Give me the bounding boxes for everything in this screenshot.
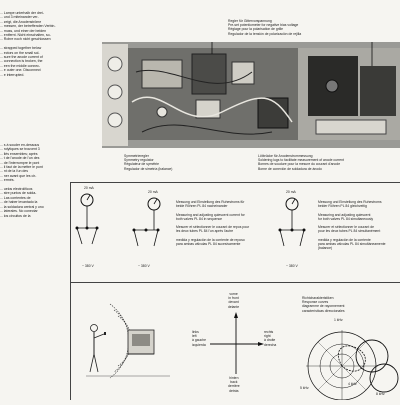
- left-mid-line: ... liés ensembles; après: [0, 151, 38, 156]
- caption-left-line: Symmetry regulator: [124, 158, 154, 163]
- response-title-line: Richtcharakteristiken: [302, 296, 334, 300]
- adjust-b-line: for both valves PL 84 simultaneously: [318, 216, 374, 221]
- left-top-line: ... muss, und einer der beiden: [0, 28, 47, 33]
- response-title-line: características direccionales: [302, 308, 345, 313]
- dir-right-line: rechts: [264, 330, 274, 334]
- adjust-b-line: beider Röhren PL 84 gleichzeitig: [318, 204, 367, 209]
- volt-label-2: ~ 380 V: [138, 264, 150, 268]
- direction-diagram: [188, 292, 284, 396]
- meter-diagram-1: [74, 186, 106, 272]
- left-mid-line: ... uelos electrolíticos: [0, 187, 33, 192]
- caption-right-line: Bornes de soudure pour la mesure du courant d'anode: [258, 162, 341, 167]
- caption-left-line: Regulador de simetría (balance): [124, 166, 173, 171]
- dir-left-line: left: [192, 334, 197, 339]
- adjust-b-line: Messung und Einstellung des Ruhestroms: [318, 200, 382, 204]
- caption-soldering-lugs: [258, 154, 344, 171]
- adjust-b-line: Measuring and adjusting quiescent: [318, 212, 371, 217]
- dir-up-line: vorne: [229, 292, 238, 296]
- adjust-text-simultaneous: [318, 200, 386, 250]
- left-top-line: ... Rohre noch nicht geschlossen: [0, 37, 51, 42]
- left-mid-line: ... nt de la l'un des: [0, 169, 29, 174]
- caption-right-line: Lötbrücke für Anodenstrommessung: [258, 154, 313, 158]
- adjust-b-line: pour les deux tubes PL 84 simultanément: [318, 229, 381, 234]
- left-top-line: ... messen, der betreffenden Verbin-: [0, 24, 56, 29]
- label-right: [264, 330, 276, 347]
- adjust-a-line: Mesurer et sélectionner le courant de repos pour: [176, 225, 250, 230]
- adjust-b-line: Mesurer et sélectionner le courant de: [318, 225, 374, 230]
- divider-bottom: [70, 282, 400, 283]
- volt-label-1: ~ 380 V: [82, 264, 94, 268]
- left-top-line: ... ectors on the small sol-: [0, 50, 40, 55]
- left-top-line: ... een the middle connec-: [0, 63, 41, 68]
- caption-symmetry: [124, 154, 172, 171]
- adjust-b-line: para ambas válvulas PL 84 simultáneamente: [318, 242, 386, 247]
- left-mid-line: ... stre puntos de solda-: [0, 191, 37, 196]
- meter-label-1: 20 mA: [84, 186, 94, 190]
- left-mid-line: ... de haber levantado la: [0, 200, 38, 205]
- left-top-line: ... e outer one. Disconnect: [0, 68, 41, 73]
- left-column-text-mid: [0, 143, 44, 218]
- left-mid-line: ... los circuitos de la: [0, 213, 31, 218]
- adjust-b-line: (balance): [318, 246, 333, 251]
- dir-right-line: derecha: [264, 342, 277, 347]
- dir-up-line: in front: [228, 296, 239, 301]
- left-mid-line: ... Las corrientes de: [0, 195, 31, 200]
- caption-right-line: Soldering lugs to facilitate measurement of anode current: [258, 158, 344, 163]
- polar-label-1: 1 kHz: [334, 318, 343, 322]
- meter-label-3: 20 mA: [286, 190, 296, 194]
- left-top-line: ... zeigt, die Anodenströme: [0, 19, 42, 24]
- left-mid-line: ... ner avant que les cir-: [0, 173, 37, 178]
- response-title-line: diagramme de rayonnement: [302, 304, 345, 309]
- adjust-a-line: para ambas válvulas PL 84 sucesivamente: [176, 242, 241, 247]
- left-mid-line: ... de l'interrompre le pont: [0, 160, 40, 165]
- left-top-line: ... entfernt. Nicht einschalten, so-: [0, 33, 51, 38]
- adjust-a-line: Messung und Einstellung des Ruhestroms für: [176, 200, 245, 204]
- left-top-line: ... connection is broken, the: [0, 59, 43, 64]
- dir-down-line: back: [230, 380, 238, 385]
- left-mid-line: ... la soldadura central y uno: [0, 204, 44, 209]
- dir-up-line: delante: [228, 304, 240, 309]
- left-top-line: ... sure the anode current of: [0, 55, 43, 60]
- dir-down-line: detrás: [229, 388, 239, 393]
- speaker-illustration: [80, 296, 176, 382]
- left-mid-line: ... ermés.: [0, 178, 15, 183]
- divider-vertical: [70, 182, 71, 400]
- caption-top-line: Réglage pour la polarisation de grille: [228, 27, 284, 32]
- meter-diagram-2: [128, 186, 162, 272]
- adjust-a-line: beide Röhren PL 84 nacheinander: [176, 204, 228, 209]
- caption-right-line: Borne de conexión de soldadura de ánodo: [258, 166, 322, 171]
- adjust-text-sequential: [176, 200, 249, 246]
- adjust-a-line: medida y regulación de la corriente de reposo: [176, 237, 245, 242]
- adjust-a-line: les deux tubes PL 84 l'un après l'autre: [176, 229, 234, 234]
- polar-response-diagram: [300, 316, 400, 400]
- left-top-line: ... strapped together below: [0, 46, 42, 51]
- divider-top: [70, 182, 400, 183]
- label-back: [228, 376, 240, 393]
- polar-label-3: 4 kHz: [348, 382, 357, 386]
- adjust-b-line: medida y regulación de la corriente: [318, 237, 371, 242]
- caption-left-line: Symmetrieregler: [124, 154, 149, 158]
- response-title-line: Response curves: [302, 300, 329, 305]
- dir-left-line: à gauche: [192, 338, 206, 343]
- caption-left-line: Régulateur de symétrie: [124, 162, 160, 167]
- polar-label-4: 8 kHz: [376, 392, 385, 396]
- adjust-a-line: both valves PL 84 in sequence: [176, 216, 223, 221]
- caption-top-line: Regler für Gittervorspannung: [228, 19, 272, 23]
- caption-top-line: Regulador de la tensión de polarización de rejilla: [228, 31, 302, 36]
- left-mid-line: ... s à souder en-dessous: [0, 143, 40, 147]
- volt-label-3: ~ 380 V: [286, 264, 298, 268]
- meter-diagram-3: [274, 186, 310, 272]
- chassis-photo: [102, 42, 400, 148]
- dir-left-line: izquierda: [192, 342, 206, 347]
- left-top-line: ... e interrupted.: [0, 72, 25, 77]
- dir-up-line: devant: [228, 300, 239, 305]
- left-mid-line: ... rolytiques se trouvent 3: [0, 147, 40, 152]
- dir-down-line: hinten: [229, 376, 239, 380]
- dir-right-line: à droite: [264, 338, 276, 343]
- photo-caption-top: [228, 19, 301, 36]
- left-top-line: ... und 3 miteinander ver-: [0, 15, 39, 20]
- dir-down-line: derrière: [228, 384, 240, 389]
- left-mid-line: ... laterales. No conectar: [0, 209, 38, 214]
- label-left: [192, 330, 206, 347]
- left-column-text-top: [0, 11, 55, 77]
- label-front: [228, 292, 239, 309]
- dir-left-line: links: [192, 330, 199, 334]
- left-top-line: ... Lampe unterhalb der drei-: [0, 11, 44, 15]
- response-title: [302, 296, 345, 313]
- dir-right-line: right: [264, 334, 271, 339]
- caption-top-line: Pre-set potentiometer for negative bias voltage: [228, 23, 299, 28]
- left-mid-line: ... il faut de la mettre le pont: [0, 165, 43, 170]
- left-mid-line: ... t de l'anode de l'un des: [0, 156, 40, 161]
- adjust-a-line: Measuring and adjusting quiescent current for: [176, 212, 245, 217]
- meter-label-2: 20 mA: [148, 190, 158, 194]
- polar-label-2: 5 kHz: [300, 386, 309, 390]
